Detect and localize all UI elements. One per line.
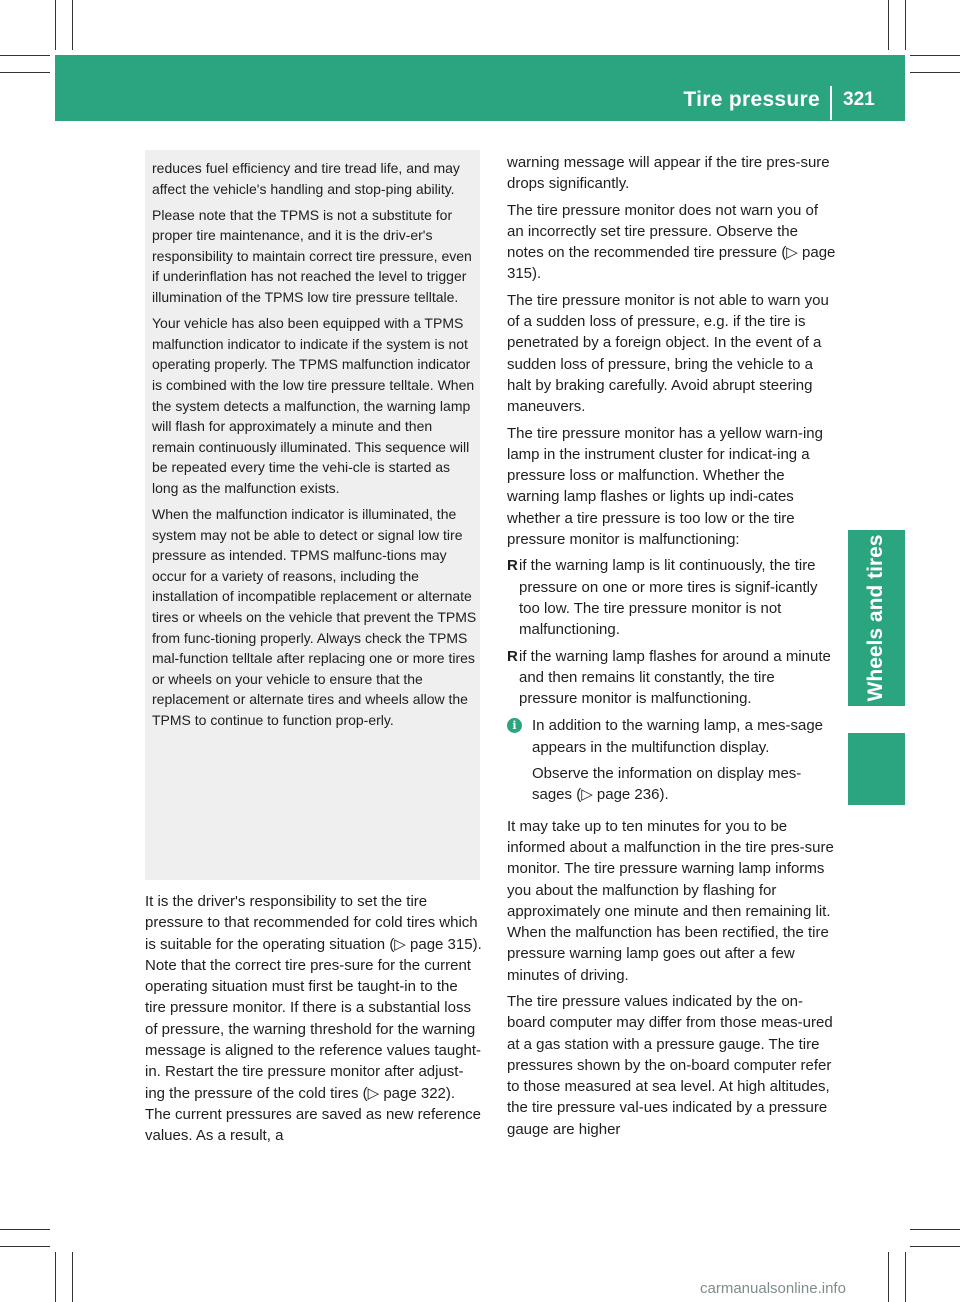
crop-mark [0, 72, 50, 73]
left-column-text [145, 891, 482, 1152]
crop-mark [888, 0, 889, 50]
section-tab-label: Wheels and tires [864, 534, 887, 702]
crop-mark [905, 0, 906, 50]
crop-mark [0, 55, 50, 56]
page-number: 321 [843, 89, 875, 110]
crop-mark [72, 0, 73, 50]
bullet-icon: R [507, 647, 518, 665]
body-paragraph: The tire pressure monitor is not able to warn you of a sudden loss of pressure, e.g. if the tire is penetrated by a foreign object. In the event of a sudden loss of pressure, bring the vehicle to a halt by braking carefully. Avoid abrupt steering maneuvers. [507, 291, 829, 416]
crop-mark [72, 1252, 73, 1302]
note-box [145, 150, 480, 880]
page-title: Tire pressure [683, 88, 820, 111]
crop-mark [55, 0, 56, 50]
section-marker [848, 733, 905, 805]
bullet-icon: R [507, 557, 518, 575]
crop-mark [910, 1246, 960, 1247]
note-paragraph: reduces fuel efficiency and tire tread life, and may affect the vehicle's handling and stop-ping ability. [152, 160, 460, 197]
body-paragraph: The tire pressure monitor has a yellow warn-ing lamp in the instrument cluster for indicat-ing a pressure loss or malfunction. Whether the warning lamp flashes or lights up indi-cates whether a tire pressure is too low or the tire pressure monitor is malfunctioning: [507, 424, 823, 549]
body-paragraph: It may take up to ten minutes for you to be informed about a malfunction in the tire pres-sure monitor. The tire pressure warning lamp informs you about the malfunction by flashing for approximately one minute and then remaining lit. When the malfunction has been rectified, the tire pressure warning lamp goes out after a few minutes of driving. [507, 817, 834, 984]
crop-mark [888, 1252, 889, 1302]
note-paragraph: When the malfunction indicator is illuminated, the system may not be able to detect or signal low tire pressure as intended. TPMS malfunc-tions may occur for a variety of reasons, including the installation of incompatible replacement or alternate tires or wheels on the vehicle that prevent the TPMS from func-tioning properly. Always check the TPMS mal-function telltale after replacing one or more tires or wheels on your vehicle to ensure that the replacement or alternate tires and wheels allow the TPMS to continue to function prop-erly. [152, 506, 477, 728]
list-item [507, 555, 837, 640]
body-paragraph: The tire pressure values indicated by the on-board computer may differ from those meas-ured at a gas station with a pressure gauge. The tire pressures shown by the on-board computer refer to those measured at sea level. At high altitudes, the tire pressure val-ues indicated by a pressure gauge are higher [507, 992, 833, 1138]
list-item-text: if the warning lamp flashes for around a minute and then remains lit constantly, the tire pressure monitor is malfunctioning. [519, 647, 831, 708]
list-item [507, 646, 837, 710]
crop-mark [0, 1246, 50, 1247]
note-paragraph: Please note that the TPMS is not a substitute for proper tire maintenance, and it is the driv-er's responsibility to maintain correct tire pressure, even if underinflation has not reached the level to trigger illumination of the TPMS low tire pressure telltale. [152, 206, 472, 306]
crop-mark [905, 1252, 906, 1302]
crop-mark [55, 1252, 56, 1302]
watermark: carmanualsonline.info [700, 1280, 846, 1297]
body-paragraph: The tire pressure monitor does not warn you of an incorrectly set tire pressure. Observe the notes on the recommended tire pressure (▷ page 315). [507, 201, 836, 283]
right-column-text [507, 152, 837, 1145]
header-divider [830, 86, 832, 120]
crop-mark [910, 1229, 960, 1230]
list-item-text: if the warning lamp is lit continuously, the tire pressure on one or more tires is signif-icantly too low. The tire pressure monitor is not malfunctioning. [519, 557, 818, 639]
crop-mark [0, 1229, 50, 1230]
info-text: Observe the information on display mes-sages (▷ page 236). [532, 765, 802, 804]
info-icon: i [507, 718, 522, 733]
info-text: In addition to the warning lamp, a mes-sage appears in the multifunction display. [532, 717, 823, 756]
crop-mark [910, 55, 960, 56]
body-paragraph: It is the driver's responsibility to set the tire pressure to that recommended for cold tires which is suitable for the operating situation (▷ page 315). Note that the correct tire pres-sure for the current operating situation must first be taught-in to the tire pressure monitor. If there is a substantial loss of pressure, the warning threshold for the warning message is aligned to the reference values taught-in. Restart the tire pressure monitor after adjust-ing the pressure of the cold tires (▷ page 322). The current pressures are saved as new reference values. As a result, a [145, 893, 482, 1145]
crop-mark [910, 72, 960, 73]
body-paragraph: warning message will appear if the tire pres-sure drops significantly. [507, 154, 830, 193]
note-paragraph: Your vehicle has also been equipped with a TPMS malfunction indicator to indicate if the system is not operating properly. The TPMS malfunction indicator is combined with the low tire pressure telltale. When the system detects a malfunction, the warning lamp will flash for approximately a minute and then remain continuously illuminated. This sequence will be repeated every time the vehi-cle is started as long as the malfunction exists. [152, 315, 475, 496]
info-note [507, 715, 837, 810]
